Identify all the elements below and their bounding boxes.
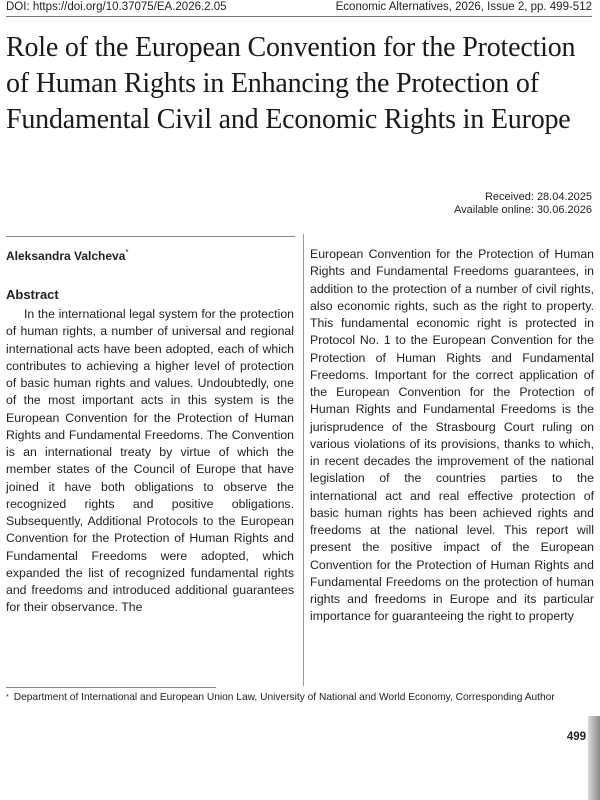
column-divider: [303, 234, 304, 686]
header-divider: [6, 16, 592, 17]
page-edge-shadow: [588, 716, 600, 800]
publication-dates: [454, 191, 592, 217]
paper-title: Role of the European Convention for the Protection of Human Rights in Enhancing the Protection of Fundamental Civil and Economic Rights in Europe: [6, 32, 576, 135]
available-online-date: Available online: 30.06.2026: [453, 204, 592, 216]
footnote: [6, 691, 592, 707]
author-name: Aleksandra Valcheva: [6, 249, 126, 263]
abstract-right-column: European Convention for the Protection of Human Rights and Fundamental Freedoms guarantees, in addition to the protection of a number of civil rights, also economic rights, such as the right to property. This fundamental economic right is protected in Protocol No. 1 to the European Convention for the Protection of Human Rights and Fundamental Freedoms. Important for the correct application of the European Convention for the Protection of Human Rights and Fundamental Freedoms is the jurisprudence of the Strasbourg Court ruling on various violations of its provisions, thanks to which, in recent decades the improvement of the national legislation of the countries parties to the international act and real effective protection of basic human rights has been achieved rights and freedoms at the national level. This report will present the positive impact of the European Convention for the Protection of Human Rights and Fundamental Freedoms on the protection of human rights and freedoms in Europe and its particular importance for guaranteeing the right to property: [310, 247, 594, 624]
journal-citation: Economic Alternatives, 2026, Issue 2, pp. 499-512: [335, 1, 592, 13]
footnote-mark: *: [6, 694, 9, 701]
abstract-left-column: In the international legal system for the protection of human rights, a number of universal and regional international acts have been adopted, each of which contributes to achieving a higher level of protection of basic human rights and values. Undoubtedly, one of the most important acts in this system is the European Convention for the Protection of Human Rights and Fundamental Freedoms. The Convention is an international treaty by virtue of which the member states of the Council of Europe that have joined it have both obligations to observe the recognized rights and positive obligations. Subsequently, Additional Protocols to the European Convention for the Protection of Human Rights and Fundamental Freedoms were adopted, which expanded the list of recognized fundamental rights and freedoms and introduced additional guarantees for their observance. The: [6, 307, 294, 615]
page-number: 499: [566, 731, 586, 743]
author-divider: [6, 236, 295, 237]
doi-link[interactable]: DOI: https://doi.org/10.37075/EA.2026.2.05: [6, 1, 227, 13]
footnote-divider: [6, 687, 216, 688]
running-header: [6, 0, 592, 17]
author-footnote-mark: *: [125, 248, 129, 257]
received-date: Received: 28.04.2025: [484, 191, 592, 203]
author-line: [6, 248, 129, 263]
footnote-text: Department of International and European Union Law, University of National and World Economy, Corresponding Author: [13, 692, 555, 703]
abstract-heading: Abstract: [6, 287, 59, 302]
